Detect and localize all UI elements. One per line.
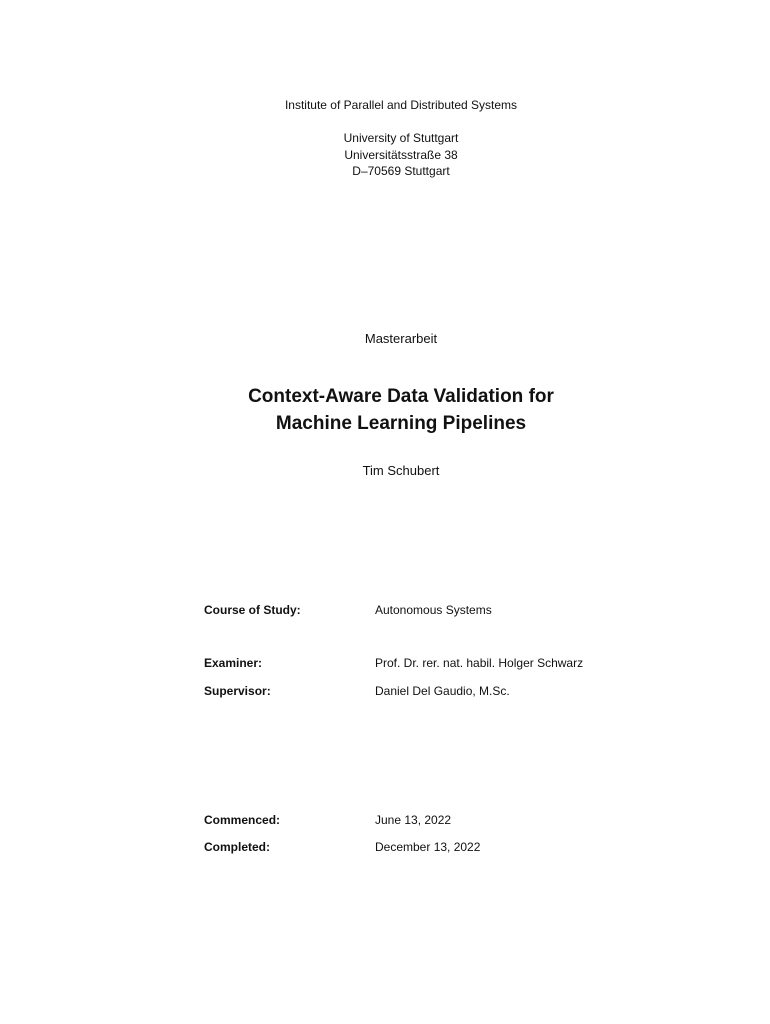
commenced-label: Commenced: [204,813,281,827]
author-name: Tim Schubert [362,463,440,478]
completed-value: December 13, 2022 [375,840,481,854]
course-value: Autonomous Systems [375,603,492,617]
institute-name: Institute of Parallel and Distributed Systems [284,98,518,112]
examiner-label: Examiner: [204,656,263,670]
title-line-2: Machine Learning Pipelines [275,413,527,434]
city-address: D–70569 Stuttgart [352,164,450,178]
examiner-value: Prof. Dr. rer. nat. habil. Holger Schwarz [375,656,584,670]
completed-label: Completed: [204,840,270,854]
university-name: University of Stuttgart [343,131,459,145]
title-line-1: Context-Aware Data Validation for [248,386,554,407]
supervisor-label: Supervisor: [204,684,271,698]
street-address: Universitätsstraße 38 [344,148,458,162]
thesis-type: Masterarbeit [364,331,438,346]
course-label: Course of Study: [204,603,301,617]
commenced-value: June 13, 2022 [375,813,452,827]
supervisor-value: Daniel Del Gaudio, M.Sc. [375,684,510,698]
